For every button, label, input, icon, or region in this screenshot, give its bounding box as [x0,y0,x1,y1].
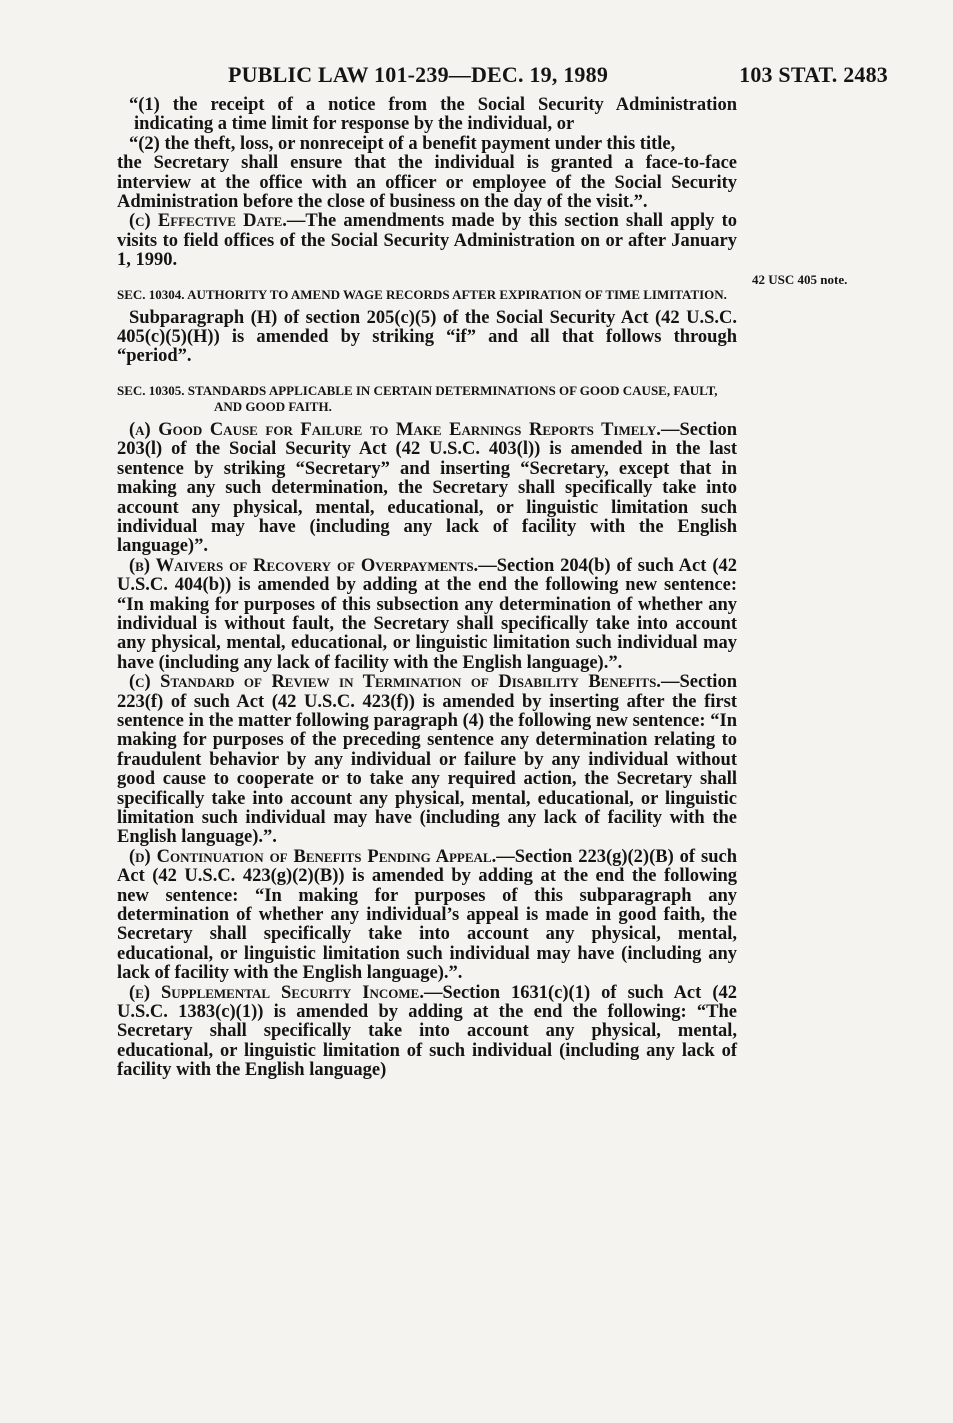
section-title: AUTHORITY TO AMEND WAGE RECORDS AFTER EXPIRATION OF TIME LIMITATION. [187,286,727,302]
subsection-c-effective-date [117,212,737,270]
subsection-text: —Section 204(b) of such Act (42 U.S.C. 404(b)) is amended by adding at the end the following new sentence: “In making for purposes of this subsection any determination of whether any individual is without fault, the Secretary shall specifically take into account any physical, mental, educational, or linguistic limitation such individual may have (including any lack of facility with the English language).”. [117,555,737,673]
subsection-heading: (d) Continuation of Benefits Pending Appeal. [129,846,497,867]
subsection-text: —Section 223(g)(2)(B) of such Act (42 U.S.C. 423(g)(2)(B)) is amended by adding at the end the following new sentence: “In making for purposes of this subparagraph any determination of whether any individual’s appeal is made in good faith, the Secretary shall specifically take into account any physical, mental, educational, or linguistic limitation such individual may have (including any lack of facility with the English language).”. [117,846,737,984]
subsection-c [117,673,737,848]
paragraph-item-2: “(2) the theft, loss, or nonreceipt of a benefit payment under this title, [129,133,676,154]
subsection-heading: (b) Waivers of Recovery of Overpayments. [129,555,479,576]
section-10304-heading [117,287,737,303]
subsection-text: —Section 223(f) of such Act (42 U.S.C. 423(f)) is amended by inserting after the first sentence in the matter following paragraph (4) the following new sentence: “In making for purposes of the preceding sentence any determination relating to fraudulent behavior by any individual or failure by any individual without good cause to cooperate or to take any required action, the Secretary shall specifically take into account any physical, mental, educational, or linguistic limitation such individual may have (including any lack of facility with the English language).”. [117,672,737,848]
section-number: SEC. 10305. [117,382,185,398]
subsection-a [117,421,737,557]
subsection-heading: (e) Supplemental Security Income. [129,982,424,1003]
section-title: STANDARDS APPLICABLE IN CERTAIN DETERMINATIONS OF GOOD CAUSE, FAULT, AND GOOD FAITH. [187,382,718,414]
document-body [117,96,737,1081]
subsection-heading: (a) Good Cause for Failure to Make Earnings Reports Timely. [129,419,661,440]
subsection-text: —The amendments made by this section shall apply to visits to field offices of the Social Security Administration on or after January 1, 1990. [117,211,738,271]
paragraph-item-1: “(1) the receipt of a notice from the Social Security Administration indicating a time limit for response by the individual, or [129,95,737,135]
margin-note: 42 USC 405 note. [752,272,848,287]
subsection-heading: (c) Standard of Review in Termination of Disability Benefits. [129,672,661,693]
header-stat-citation: 103 STAT. 2483 [739,62,888,87]
section-10305-heading [117,383,737,415]
subsection-d [117,848,737,984]
subsection-b [117,557,737,673]
subsection-text: —Section 1631(c)(1) of such Act (42 U.S.C. 1383(c)(1)) is amended by adding at the end the following: “The Secretary shall specifically take into account any physical, mental, educational, or linguistic limitation of such individual (including any lack of facility with the English language) [117,982,737,1081]
header-title: PUBLIC LAW 101-239—DEC. 19, 1989 [228,62,609,87]
subsection-heading: (c) Effective Date. [129,211,287,232]
subsection-text: —Section 203(l) of the Social Security Act (42 U.S.C. 403(l)) is amended in the last sentence by striking “Secretary” and inserting “Secretary, except that in making any such determination, the Secretary shall specifically take into account any physical, mental, educational, or linguistic limitation such individual may have (including any lack of facility with the English language)”. [117,419,737,557]
section-10304-text: Subparagraph (H) of section 205(c)(5) of the Social Security Act (42 U.S.C. 405(c)(5)(H)) is amended by striking “if” and all that follows through “period”. [117,307,737,367]
section-number: SEC. 10304. [117,286,185,302]
subsection-e [117,984,737,1081]
paragraph-continuation: the Secretary shall ensure that the individual is granted a face-to-face interview at the office with an officer or employee of the Social Security Administration before the close of business on the day of the visit.”. [117,153,737,213]
